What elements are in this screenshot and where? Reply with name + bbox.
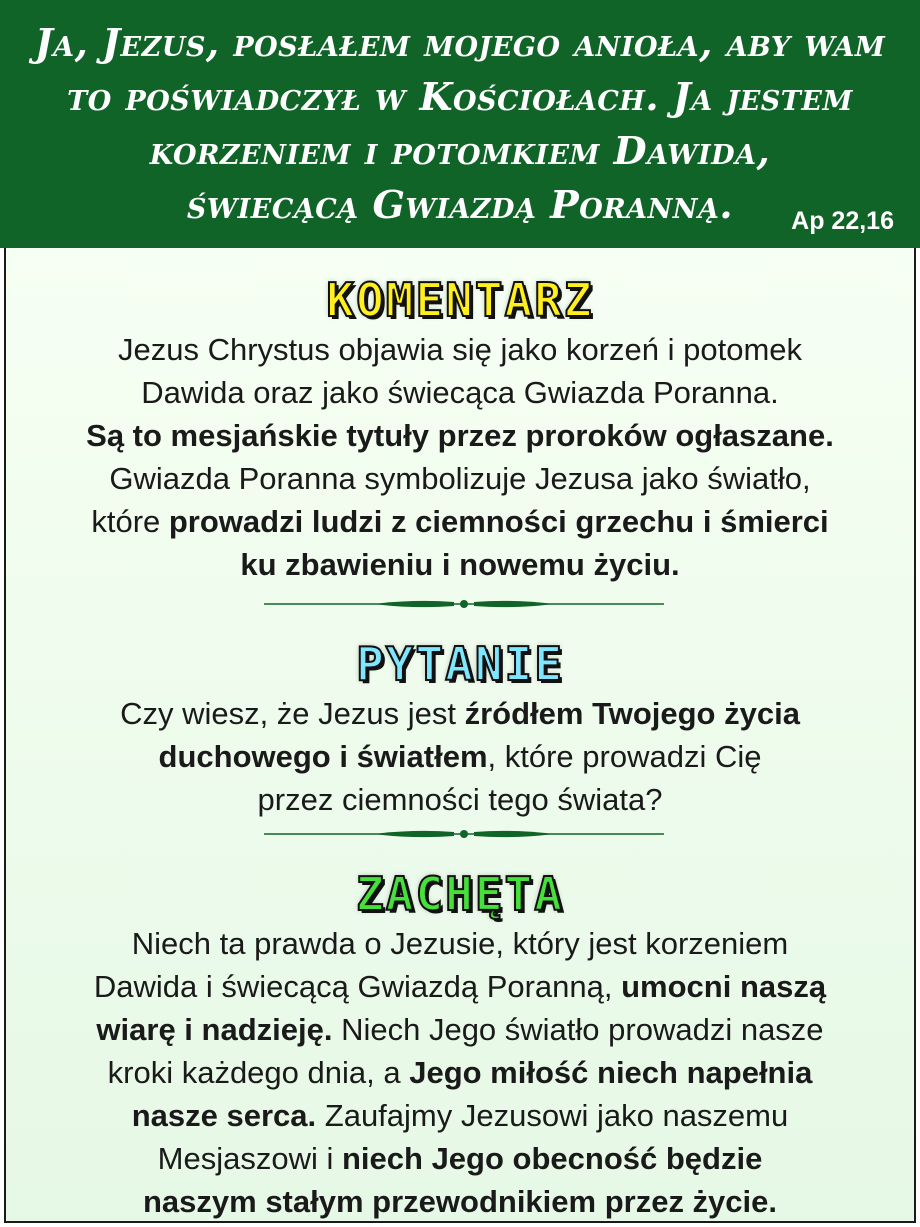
encouragement-section — [6, 866, 914, 1223]
commentary-line-bold: prowadzi ludzi z ciemności grzechu i śmierci — [168, 504, 829, 539]
encouragement-line: Zaufajmy Jezusowi jako naszemu — [316, 1098, 789, 1133]
encouragement-line: kroki każdego dnia, a — [107, 1055, 410, 1090]
commentary-title: KOMENTARZ — [326, 273, 594, 327]
verse-line: korzeniem i potomkiem Dawida, — [149, 128, 771, 173]
commentary-line: Dawida oraz jako świecąca Gwiazda Poranna. — [141, 375, 779, 410]
question-line-bold: źródłem Twojego życia — [464, 696, 800, 731]
commentary-line-bold: ku zbawieniu i nowemu życiu. — [240, 547, 680, 582]
encouragement-text — [6, 922, 914, 1223]
verse-reference: Ap 22,16 — [791, 207, 894, 235]
question-line: , które prowadzi Cię — [487, 739, 762, 774]
commentary-line-bold: Są to mesjańskie tytuły przez proroków ogłaszane. — [86, 418, 834, 453]
commentary-line: Gwiazda Poranna symbolizuje Jezusa jako światło, — [109, 461, 811, 496]
encouragement-line-bold: umocni naszą — [621, 969, 827, 1004]
commentary-line: które — [91, 504, 169, 539]
encouragement-line: Niech Jego światło prowadzi nasze — [332, 1012, 824, 1047]
commentary-text — [6, 328, 914, 586]
commentary-section — [6, 272, 914, 586]
encouragement-line: Dawida i świecącą Gwiazdą Poranną, — [93, 969, 622, 1004]
question-text — [6, 692, 914, 821]
encouragement-line-bold: Jego miłość niech napełnia — [409, 1055, 813, 1090]
verse-header — [0, 0, 920, 248]
encouragement-line-bold: nasze serca. — [131, 1098, 317, 1133]
encouragement-line-bold: naszym stałym przewodnikiem przez życie. — [142, 1184, 778, 1219]
ornament-divider — [264, 596, 664, 612]
encouragement-line: Niech ta prawda o Jezusie, który jest korzeniem — [131, 926, 789, 961]
question-title: PYTANIE — [356, 637, 564, 691]
question-line: przez ciemności tego świata? — [257, 782, 663, 817]
verse-line: to poświadczył w Kościołach. Ja jestem — [67, 74, 853, 119]
question-line-bold: duchowego i światłem — [158, 739, 488, 774]
encouragement-title: ZACHĘTA — [356, 867, 564, 921]
content-panel — [4, 248, 916, 1223]
question-section — [6, 636, 914, 821]
encouragement-line: Mesjaszowi i — [157, 1141, 342, 1176]
encouragement-line-bold: niech Jego obecność będzie — [341, 1141, 763, 1176]
ornament-divider — [264, 826, 664, 842]
verse-text — [20, 16, 900, 232]
verse-line: Ja, Jezus, posłałem mojego anioła, aby wam — [34, 20, 886, 65]
verse-line: świecącą Gwiazdą Poranną. — [186, 182, 734, 227]
commentary-line: Jezus Chrystus objawia się jako korzeń i potomek — [117, 332, 803, 367]
encouragement-line-bold: wiarę i nadzieję. — [96, 1012, 333, 1047]
question-line: Czy wiesz, że Jezus jest — [120, 696, 465, 731]
